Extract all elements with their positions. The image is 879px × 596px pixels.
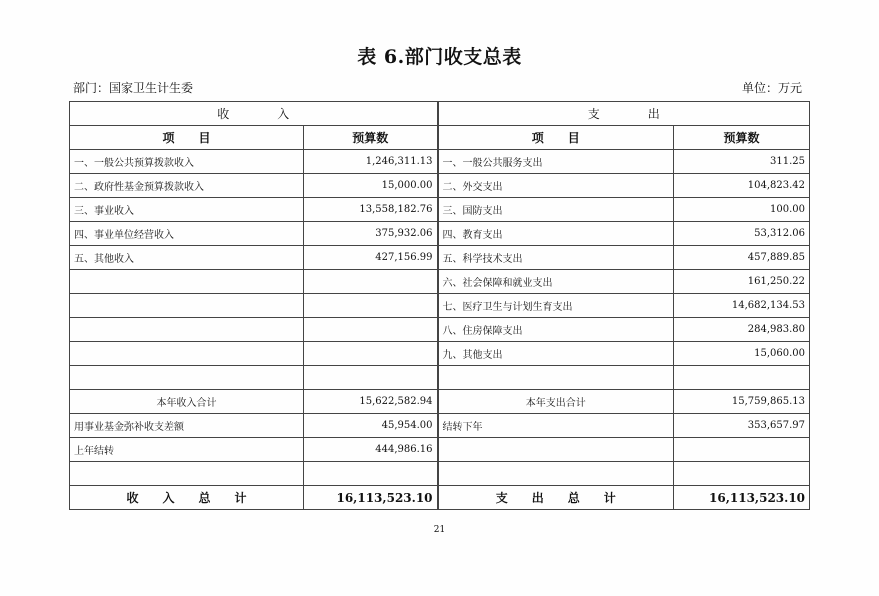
column-header-row (70, 126, 810, 150)
income-value: 427,156.99 (304, 246, 438, 270)
expense-value (674, 366, 810, 390)
expense-value: 311.25 (674, 150, 810, 174)
table-row (70, 414, 810, 438)
expense-value: 53,312.06 (674, 222, 810, 246)
income-value: 375,932.06 (304, 222, 438, 246)
income-total-value: 16,113,523.10 (304, 486, 438, 510)
expense-value: 161,250.22 (674, 270, 810, 294)
expense-value (674, 462, 810, 486)
table-row (70, 342, 810, 366)
income-header: 收 入 (70, 102, 438, 126)
income-value: 1,246,311.13 (304, 150, 438, 174)
expense-total-value: 16,113,523.10 (674, 486, 810, 510)
income-item: 五、其他收入 (70, 246, 304, 270)
income-value: 13,558,182.76 (304, 198, 438, 222)
income-item: 上年结转 (70, 438, 304, 462)
expense-item: 一、一般公共服务支出 (438, 150, 674, 174)
expense-value: 284,983.80 (674, 318, 810, 342)
income-item: 一、一般公共预算拨款收入 (70, 150, 304, 174)
expense-value: 100.00 (674, 198, 810, 222)
income-subtotal-value: 15,622,582.94 (304, 390, 438, 414)
expense-value: 15,060.00 (674, 342, 810, 366)
expense-item: 七、医疗卫生与计划生育支出 (438, 294, 674, 318)
col-item-left: 项 目 (70, 126, 304, 150)
table-row (70, 438, 810, 462)
income-item (70, 462, 304, 486)
income-value: 15,000.00 (304, 174, 438, 198)
expense-value: 14,682,134.53 (674, 294, 810, 318)
expense-total-label: 支 出 总 计 (438, 486, 674, 510)
expense-item: 三、国防支出 (438, 198, 674, 222)
col-budget-right: 预算数 (674, 126, 810, 150)
expense-item: 五、科学技术支出 (438, 246, 674, 270)
expense-subtotal-value: 15,759,865.13 (674, 390, 810, 414)
expense-value: 353,657.97 (674, 414, 810, 438)
income-item: 四、事业单位经营收入 (70, 222, 304, 246)
income-item (70, 366, 304, 390)
income-value: 444,986.16 (304, 438, 438, 462)
department-label: 部门：国家卫生计生委 (73, 81, 194, 95)
page-title: 表 6.部门收支总表 (357, 46, 522, 68)
expense-item (438, 462, 674, 486)
income-item: 二、政府性基金预算拨款收入 (70, 174, 304, 198)
income-item (70, 318, 304, 342)
expense-item: 四、教育支出 (438, 222, 674, 246)
income-value (304, 318, 438, 342)
expense-item (438, 438, 674, 462)
expense-header: 支 出 (438, 102, 810, 126)
income-value (304, 462, 438, 486)
income-value: 45,954.00 (304, 414, 438, 438)
table-row (70, 198, 810, 222)
table-row (70, 318, 810, 342)
income-item (70, 294, 304, 318)
unit-label: 单位：万元 (741, 81, 802, 95)
total-row (70, 486, 810, 510)
expense-item: 结转下年 (438, 414, 674, 438)
expense-item (438, 366, 674, 390)
expense-value (674, 438, 810, 462)
income-value (304, 270, 438, 294)
section-header-row (70, 102, 810, 126)
income-total-label: 收 入 总 计 (70, 486, 304, 510)
income-item: 用事业基金弥补收支差额 (70, 414, 304, 438)
table-row (70, 174, 810, 198)
subtotal-row (70, 390, 810, 414)
table-row (70, 366, 810, 390)
income-value (304, 342, 438, 366)
col-item-right: 项 目 (438, 126, 674, 150)
expense-subtotal-label: 本年支出合计 (438, 390, 674, 414)
table-row (70, 222, 810, 246)
income-value (304, 294, 438, 318)
income-subtotal-label: 本年收入合计 (70, 390, 304, 414)
expense-item: 九、其他支出 (438, 342, 674, 366)
table-row (70, 246, 810, 270)
income-item: 三、事业收入 (70, 198, 304, 222)
table-row (70, 294, 810, 318)
expense-item: 二、外交支出 (438, 174, 674, 198)
income-value (304, 366, 438, 390)
expense-value: 457,889.85 (674, 246, 810, 270)
income-item (70, 270, 304, 294)
expense-item: 六、社会保障和就业支出 (438, 270, 674, 294)
expense-item: 八、住房保障支出 (438, 318, 674, 342)
income-item (70, 342, 304, 366)
table-row (70, 270, 810, 294)
page-number: 21 (433, 525, 446, 535)
budget-table (69, 101, 810, 510)
table-row (70, 462, 810, 486)
col-budget-left: 预算数 (304, 126, 438, 150)
table-row (70, 150, 810, 174)
expense-value: 104,823.42 (674, 174, 810, 198)
